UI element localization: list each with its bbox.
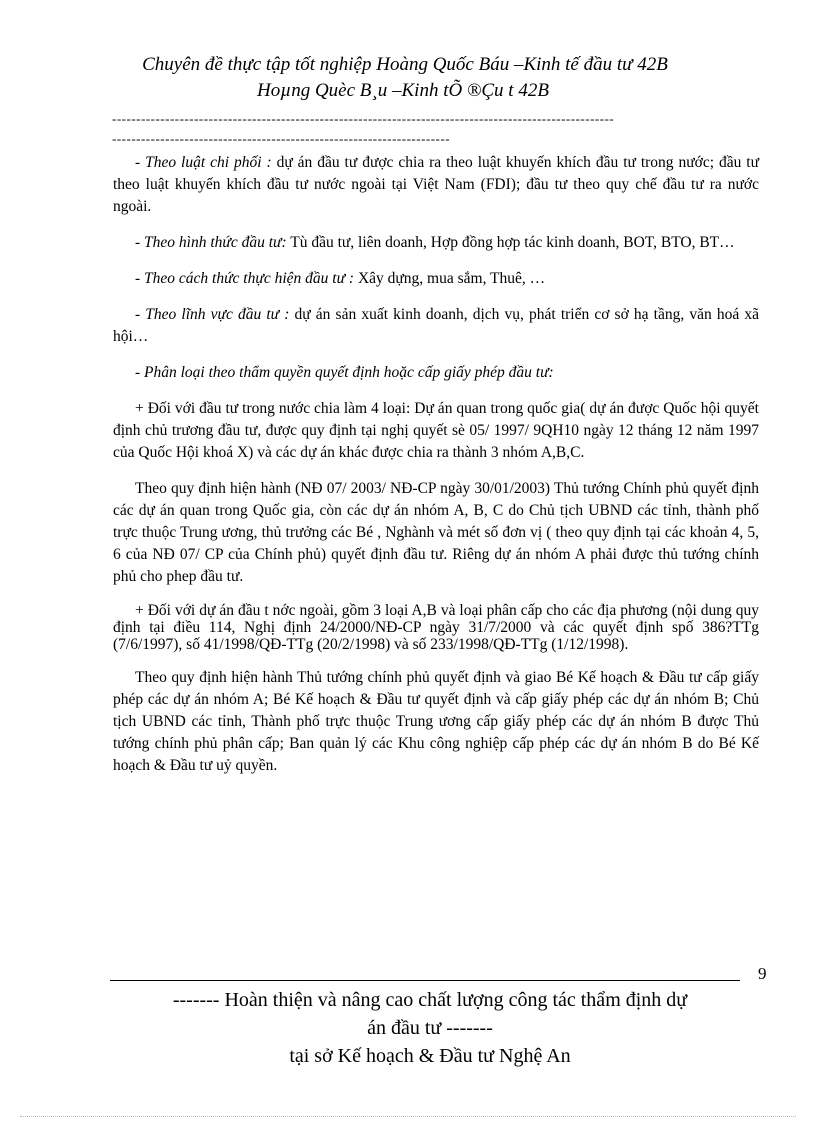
header-separator-2: ---------------------------------------------------------------------- bbox=[112, 132, 451, 146]
page-number: 9 bbox=[758, 964, 767, 983]
footer-line-1: ------- Hoàn thiện và nâng cao chất lượng công tác thẩm định dự bbox=[172, 989, 688, 1011]
paragraph-label: - Theo cách thức thực hiện đầu tư : bbox=[135, 270, 355, 287]
paragraph-domestic bbox=[113, 398, 759, 464]
page-header bbox=[0, 52, 816, 104]
header-line-1: Chuyên đề thực tập tốt nghiệp Hoàng Quốc Báu –Kinh tế đầu tư 42B bbox=[142, 54, 668, 75]
paragraph-text: dự án sản xuất kinh doanh, dịch vụ, phát triển cơ sở hạ tầng, văn hoá xã hội… bbox=[113, 306, 759, 345]
paragraph-authority bbox=[113, 362, 759, 384]
paragraph-foreign bbox=[113, 602, 759, 653]
footer-rule bbox=[110, 980, 740, 981]
paragraph-label: - Theo hình thức đầu tư: bbox=[135, 234, 287, 251]
paragraph-law bbox=[113, 152, 759, 218]
footer-line-3: tại sở Kế hoạch & Đầu tư Nghệ An bbox=[289, 1045, 571, 1067]
paragraph-method bbox=[113, 268, 759, 290]
footer-line-2: án đầu tư ------- bbox=[367, 1017, 493, 1039]
paragraph-label: - Theo lĩnh vực đầu tư : bbox=[135, 306, 290, 323]
paragraph-field bbox=[113, 304, 759, 348]
paragraph-text: + Đối với dự án đầu t nớc ngoài, gồm 3 loại A,B và loại phân cấp cho các địa phương (nội dung quy định tại điều 114, Nghị định 24/2000/NĐ-CP ngày 31/7/2000 và các quyết định spố 386?TTg (7/6/1997), số 41/1998/QĐ-TTg (20/2/1998) và số 233/1998/QĐ-TTg (1/12/1998). bbox=[113, 602, 759, 653]
header-line-2: Hoµng Quèc B¸u –Kinh tÕ ®Çu t 42B bbox=[257, 80, 549, 101]
paragraph-regulation bbox=[113, 478, 759, 588]
paragraph-form bbox=[113, 232, 759, 254]
page-footer bbox=[100, 986, 760, 1070]
paragraph-text: + Đối với đầu tư trong nước chia làm 4 loại: Dự án quan trong quốc gia( dự án được Quốc hội quyết định chủ trương đầu tư, được quy định tại nghị quyết sè 05/ 1997/ 9QH10 ngày 12 tháng 12 năm 1997 của Quốc Hội khoá X) và các dự án khác được chia ra thành 3 nhóm A,B,C. bbox=[113, 400, 759, 461]
paragraph-text: Tù đầu tư, liên doanh, Hợp đồng hợp tác kinh doanh, BOT, BTO, BT… bbox=[286, 234, 735, 251]
paragraph-text: dự án đầu tư được chia ra theo luật khuyến khích đầu tư trong nước; đầu tư theo luật khuyến khích đầu tư nước ngoài tại Việt Nam (FDI); đầu tư theo quy chế đầu tư ra nước ngoài. bbox=[113, 154, 759, 215]
paragraph-label: - Theo luật chi phối : bbox=[135, 154, 272, 171]
paragraph-text: Xây dựng, mua sắm, Thuê, … bbox=[354, 270, 546, 287]
header-separator-1: -------------------------------------------------------------------------------------------------------- bbox=[112, 112, 615, 126]
paragraph-text: Theo quy định hiện hành (NĐ 07/ 2003/ NĐ-CP ngày 30/01/2003) Thủ tướng Chính phủ quyết định các dự án quan trong Quốc gia, còn các dự án nhóm A, B, C do Chủ tịch UBND các tỉnh, thành phố trực thuộc Trung ương, thủ trưởng các Bé , Nghành và mét số đơn vị ( theo quy định tại các khoản 4, 5, 6 của NĐ 07/ CP của Chính phủ) quyết định đầu tư. Riêng dự án nhóm A phải được thủ tướng chính phủ cho phep đầu tư. bbox=[113, 480, 759, 585]
document-body bbox=[113, 152, 759, 791]
paragraph-licensing bbox=[113, 667, 759, 777]
paragraph-text: Theo quy định hiện hành Thủ tướng chính phủ quyết định và giao Bé Kế hoạch & Đầu tư cấp giấy phép các dự án nhóm A; Bé Kế hoạch & Đầu tư quyết định và cấp giấy phép các dự án nhóm B; Chủ tịch UBND các tỉnh, Thành phố trực thuộc Trung ương cấp giấy phép các dự án nhóm B được Thủ tướng chính phủ phân cấp; Ban quản lý các Khu công nghiệp cấp phép các dự án nhóm B do Bé Kế hoạch & Đầu tư uỷ quyền. bbox=[113, 669, 759, 774]
page-bottom-border bbox=[20, 1116, 796, 1117]
paragraph-label: - Phân loại theo thẩm quyền quyết định hoặc cấp giấy phép đầu tư: bbox=[135, 364, 554, 381]
